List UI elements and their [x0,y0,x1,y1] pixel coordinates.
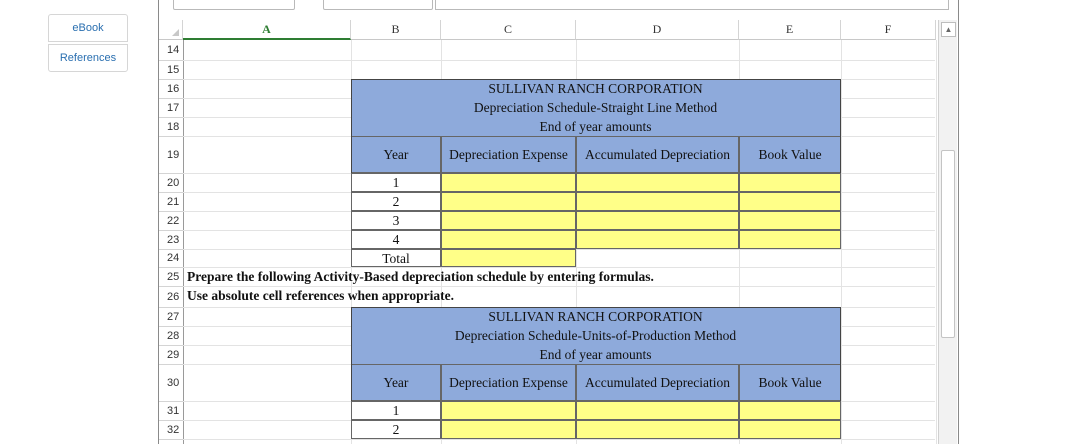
grid-line [183,60,935,61]
t1-input-d22[interactable] [576,211,739,230]
t1-header-depreciation[interactable]: Depreciation Expense [441,136,576,173]
t1-input-c20[interactable] [441,173,576,192]
t1-input-e20[interactable] [739,173,841,192]
t1-company[interactable]: SULLIVAN RANCH CORPORATION [351,79,840,98]
t2-input-d32[interactable] [576,420,739,439]
row-header[interactable]: 20 [167,176,180,189]
column-header-a[interactable]: A [183,20,351,40]
row-header[interactable]: 27 [167,310,180,323]
grid-line [183,439,935,440]
t2-header-year[interactable]: Year [351,364,441,401]
formula-buttons[interactable] [323,0,433,10]
row-header[interactable]: 28 [167,329,180,342]
t2-year-1[interactable]: 1 [351,401,441,420]
row-header[interactable]: 24 [167,252,180,264]
row-header[interactable]: 25 [167,270,180,283]
row-header[interactable]: 22 [167,214,180,227]
ebook-button[interactable]: eBook [48,14,128,42]
scroll-thumb[interactable] [941,150,955,338]
row-header[interactable]: 14 [167,44,180,56]
column-header-e[interactable]: E [739,20,841,40]
t1-year-4[interactable]: 4 [351,230,441,249]
row-header[interactable]: 15 [167,63,180,76]
instruction-line-1[interactable]: Prepare the following Activity-Based depreciation schedule by entering formulas. [187,269,654,284]
t1-year-1[interactable]: 1 [351,173,441,192]
t1-header-accumulated[interactable]: Accumulated Depreciation [576,136,739,173]
column-header-b[interactable]: B [351,20,441,40]
select-all-corner[interactable] [159,20,183,40]
scroll-up-icon[interactable]: ▲ [941,22,956,37]
t2-header-depreciation[interactable]: Depreciation Expense [441,364,576,401]
t2-input-d31[interactable] [576,401,739,420]
formula-input[interactable] [435,0,949,10]
t2-input-c32[interactable] [441,420,576,439]
t1-header-year[interactable]: Year [351,136,441,173]
t1-total[interactable]: Total [351,249,441,267]
row-header[interactable]: 30 [167,376,180,389]
t1-input-c21[interactable] [441,192,576,211]
row-header[interactable]: 18 [167,120,180,133]
t2-header-accumulated[interactable]: Accumulated Depreciation [576,364,739,401]
row-header[interactable]: 16 [167,82,180,95]
t1-input-c24[interactable] [441,249,576,267]
vertical-scrollbar[interactable] [938,20,957,444]
name-box[interactable] [173,0,295,10]
spreadsheet [158,0,959,444]
t1-input-e21[interactable] [739,192,841,211]
t1-subtitle[interactable]: End of year amounts [351,117,840,136]
column-header-f[interactable]: F [841,20,936,40]
t1-header-book-value[interactable]: Book Value [739,136,841,173]
t1-title[interactable]: Depreciation Schedule-Straight Line Method [351,98,840,117]
t2-year-2[interactable]: 2 [351,420,441,439]
t2-subtitle[interactable]: End of year amounts [351,345,840,364]
t2-header-book-value[interactable]: Book Value [739,364,841,401]
row-header[interactable]: 19 [167,148,180,161]
references-button[interactable]: References [48,44,128,72]
t1-input-e23[interactable] [739,230,841,249]
formula-bar [159,0,958,10]
row-header[interactable]: 31 [167,404,180,417]
t1-input-e22[interactable] [739,211,841,230]
t1-input-d23[interactable] [576,230,739,249]
t1-year-3[interactable]: 3 [351,211,441,230]
t2-company[interactable]: SULLIVAN RANCH CORPORATION [351,307,840,326]
row-header[interactable]: 29 [167,348,180,361]
row-separator [159,439,183,440]
t2-input-e32[interactable] [739,420,841,439]
t1-input-c22[interactable] [441,211,576,230]
t1-input-c23[interactable] [441,230,576,249]
row-header[interactable]: 17 [167,101,180,114]
row-header[interactable]: 21 [167,195,180,208]
instruction-line-2[interactable]: Use absolute cell references when appropriate. [187,288,454,303]
column-header-d[interactable]: D [576,20,739,40]
row-header[interactable]: 26 [167,290,180,303]
t2-input-e31[interactable] [739,401,841,420]
t1-input-d21[interactable] [576,192,739,211]
t2-title[interactable]: Depreciation Schedule-Units-of-Production Method [351,326,840,345]
t2-input-c31[interactable] [441,401,576,420]
t1-year-2[interactable]: 2 [351,192,441,211]
row-header-border [183,40,184,444]
grid-line [841,40,842,444]
row-header[interactable]: 23 [167,233,180,246]
column-header-c[interactable]: C [441,20,576,40]
t1-input-d20[interactable] [576,173,739,192]
grid-line [936,40,937,444]
row-header[interactable]: 32 [167,423,180,436]
